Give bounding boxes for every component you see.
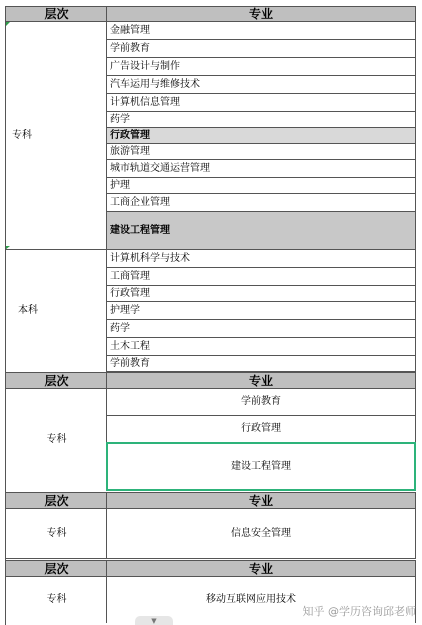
- major-cell[interactable]: 学前教育: [106, 356, 416, 372]
- major-cell[interactable]: 计算机科学与技术: [106, 250, 416, 268]
- header-major[interactable]: 专业: [106, 492, 416, 509]
- major-cell[interactable]: 工商管理: [106, 268, 416, 286]
- level-cell[interactable]: 专科: [5, 509, 107, 559]
- major-cell[interactable]: 土木工程: [106, 338, 416, 356]
- level-label: 本科: [18, 305, 38, 316]
- header-level[interactable]: 层次: [5, 6, 107, 22]
- major-cell[interactable]: 药学: [106, 112, 416, 128]
- header-level[interactable]: 层次: [5, 492, 107, 509]
- major-cell[interactable]: 学前教育: [106, 40, 416, 58]
- major-cell[interactable]: 金融管理: [106, 22, 416, 40]
- major-cell[interactable]: 药学: [106, 320, 416, 338]
- major-cell[interactable]: 工商企业管理: [106, 194, 416, 212]
- scroll-down-handle[interactable]: [135, 616, 173, 625]
- major-cell[interactable]: 旅游管理: [106, 144, 416, 160]
- header-major[interactable]: 专业: [106, 372, 416, 389]
- level-cell[interactable]: 专科: [5, 577, 107, 623]
- major-cell[interactable]: 行政管理: [106, 416, 416, 442]
- vertical-gridline: [5, 6, 6, 625]
- watermark-text: 知乎 @学历咨询邱老师: [302, 605, 416, 618]
- major-cell[interactable]: 计算机信息管理: [106, 94, 416, 112]
- major-cell[interactable]: 广告设计与制作: [106, 58, 416, 76]
- level-cell[interactable]: 专科: [5, 389, 107, 491]
- major-cell[interactable]: 行政管理: [106, 286, 416, 302]
- major-cell[interactable]: 建设工程管理: [106, 212, 416, 250]
- major-cell[interactable]: 汽车运用与维修技术: [106, 76, 416, 94]
- header-level[interactable]: 层次: [5, 372, 107, 389]
- major-cell[interactable]: 护理: [106, 178, 416, 194]
- level-label: 专科: [12, 129, 32, 141]
- chevron-down-icon: ▼: [151, 616, 157, 625]
- major-cell[interactable]: 学前教育: [106, 389, 416, 416]
- major-cell[interactable]: 护理学: [106, 302, 416, 320]
- major-cell[interactable]: 城市轨道交通运营管理: [106, 160, 416, 178]
- level-cell-benke[interactable]: [5, 250, 107, 372]
- major-cell[interactable]: 行政管理: [106, 128, 416, 144]
- major-cell[interactable]: 信息安全管理: [106, 509, 416, 559]
- selected-major-cell[interactable]: 建设工程管理: [106, 442, 416, 491]
- header-major[interactable]: 专业: [106, 560, 416, 577]
- level-cell-zhuanke[interactable]: [5, 22, 107, 250]
- header-major[interactable]: 专业: [106, 6, 416, 22]
- header-level[interactable]: 层次: [5, 560, 107, 577]
- major-cell[interactable]: 移动互联网应用技术: [106, 577, 416, 623]
